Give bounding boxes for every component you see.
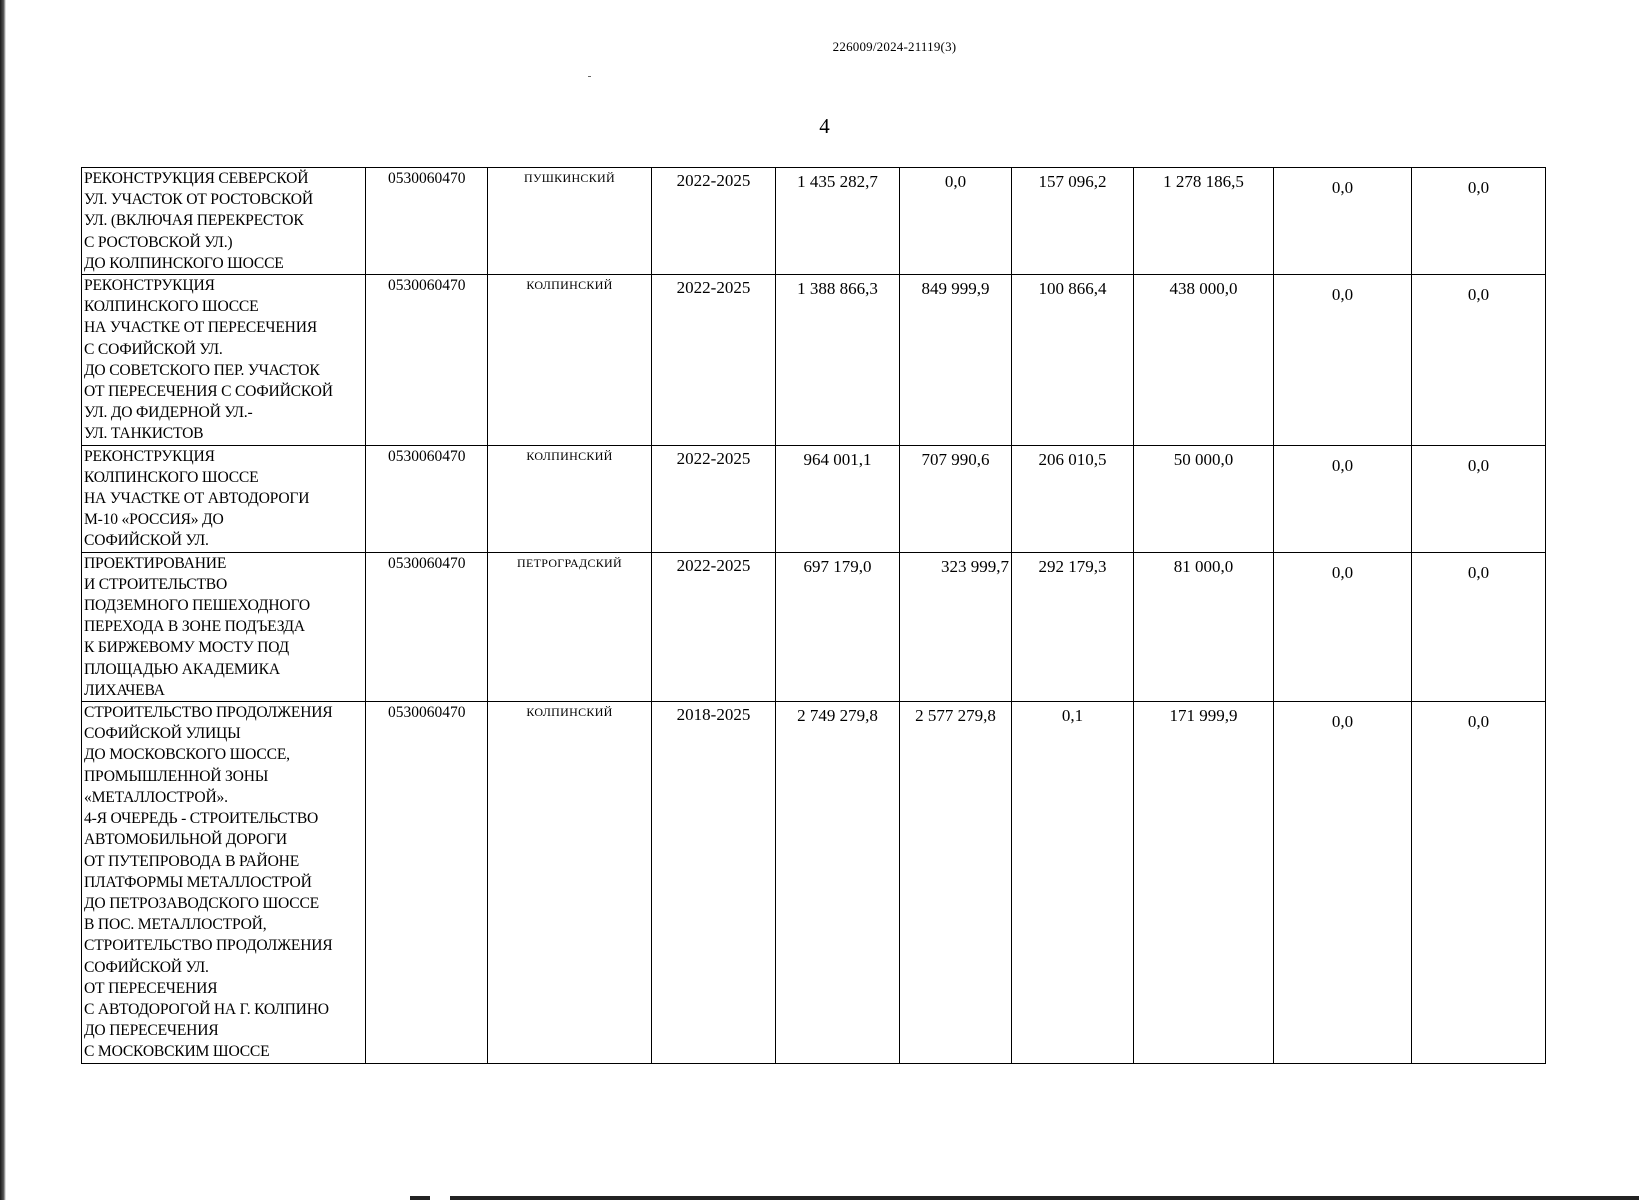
total-amount: 1 435 282,7 bbox=[776, 168, 900, 275]
period: 2018-2025 bbox=[652, 702, 776, 1063]
amount-col-5: 0,0 bbox=[1412, 702, 1546, 1063]
total-amount: 697 179,0 bbox=[776, 552, 900, 701]
amount-col-3: 171 999,9 bbox=[1134, 702, 1274, 1063]
amount-col-1: 2 577 279,8 bbox=[900, 702, 1012, 1063]
period: 2022-2025 bbox=[652, 445, 776, 552]
table-row bbox=[82, 445, 1546, 552]
table-row bbox=[82, 275, 1546, 446]
amount-col-2: 100 866,4 bbox=[1012, 275, 1134, 446]
period: 2022-2025 bbox=[652, 275, 776, 446]
project-name: РЕКОНСТРУКЦИЯ СЕВЕРСКОЙ УЛ. УЧАСТОК ОТ РОСТОВСКОЙ УЛ. (ВКЛЮЧАЯ ПЕРЕКРЕСТОК С РОСТОВСКОЙ УЛ.) ДО КОЛПИНСКОГО ШОССЕ bbox=[82, 168, 366, 275]
table-row bbox=[82, 168, 1546, 275]
amount-col-3: 1 278 186,5 bbox=[1134, 168, 1274, 275]
scan-left-edge bbox=[0, 0, 6, 1200]
total-amount: 2 749 279,8 bbox=[776, 702, 900, 1063]
project-name: ПРОЕКТИРОВАНИЕ И СТРОИТЕЛЬСТВО ПОДЗЕМНОГО ПЕШЕХОДНОГО ПЕРЕХОДА В ЗОНЕ ПОДЪЕЗДА К БИРЖЕВОМУ МОСТУ ПОД ПЛОЩАДЬЮ АКАДЕМИКА ЛИХАЧЕВА bbox=[82, 552, 366, 701]
amount-col-2: 157 096,2 bbox=[1012, 168, 1134, 275]
scan-bottom-gap bbox=[430, 1196, 450, 1200]
amount-col-2: 0,1 bbox=[1012, 702, 1134, 1063]
budget-code: 0530060470 bbox=[366, 702, 488, 1063]
project-table bbox=[81, 167, 1546, 1064]
project-name: РЕКОНСТРУКЦИЯ КОЛПИНСКОГО ШОССЕ НА УЧАСТКЕ ОТ ПЕРЕСЕЧЕНИЯ С СОФИЙСКОЙ УЛ. ДО СОВЕТСКОГО ПЕР. УЧАСТОК ОТ ПЕРЕСЕЧЕНИЯ С СОФИЙСКОЙ УЛ. ДО ФИДЕРНОЙ УЛ.- УЛ. ТАНКИСТОВ bbox=[82, 275, 366, 446]
district: КОЛПИНСКИЙ bbox=[488, 445, 652, 552]
amount-col-2: 292 179,3 bbox=[1012, 552, 1134, 701]
amount-col-1: 323 999,7 bbox=[900, 552, 1012, 701]
amount-col-4: 0,0 bbox=[1274, 168, 1412, 275]
amount-col-3: 81 000,0 bbox=[1134, 552, 1274, 701]
table-row bbox=[82, 552, 1546, 701]
amount-col-4: 0,0 bbox=[1274, 275, 1412, 446]
budget-code: 0530060470 bbox=[366, 275, 488, 446]
amount-col-5: 0,0 bbox=[1412, 445, 1546, 552]
project-name: СТРОИТЕЛЬСТВО ПРОДОЛЖЕНИЯ СОФИЙСКОЙ УЛИЦЫ ДО МОСКОВСКОГО ШОССЕ, ПРОМЫШЛЕННОЙ ЗОНЫ «МЕТАЛЛОСТРОЙ». 4-Я ОЧЕРЕДЬ - СТРОИТЕЛЬСТВО АВТОМОБИЛЬНОЙ ДОРОГИ ОТ ПУТЕПРОВОДА В РАЙОНЕ ПЛАТФОРМЫ МЕТАЛЛОСТРОЙ ДО ПЕТРОЗАВОДСКОГО ШОССЕ В ПОС. МЕТАЛЛОСТРОЙ, СТРОИТЕЛЬСТВО ПРОДОЛЖЕНИЯ СОФИЙСКОЙ УЛ. ОТ ПЕРЕСЕЧЕНИЯ С АВТОДОРОГОЙ НА Г. КОЛПИНО ДО ПЕРЕСЕЧЕНИЯ С МОСКОВСКИМ ШОССЕ bbox=[82, 702, 366, 1063]
period: 2022-2025 bbox=[652, 168, 776, 275]
period: 2022-2025 bbox=[652, 552, 776, 701]
district: ПЕТРОГРАДСКИЙ bbox=[488, 552, 652, 701]
project-name: РЕКОНСТРУКЦИЯ КОЛПИНСКОГО ШОССЕ НА УЧАСТКЕ ОТ АВТОДОРОГИ М-10 «РОССИЯ» ДО СОФИЙСКОЙ УЛ. bbox=[82, 445, 366, 552]
budget-code: 0530060470 bbox=[366, 552, 488, 701]
amount-col-4: 0,0 bbox=[1274, 552, 1412, 701]
total-amount: 964 001,1 bbox=[776, 445, 900, 552]
table-row bbox=[82, 702, 1546, 1063]
amount-col-3: 50 000,0 bbox=[1134, 445, 1274, 552]
amount-col-3: 438 000,0 bbox=[1134, 275, 1274, 446]
amount-col-5: 0,0 bbox=[1412, 552, 1546, 701]
scan-bottom-edge bbox=[410, 1196, 1639, 1200]
scan-speck bbox=[588, 76, 591, 77]
total-amount: 1 388 866,3 bbox=[776, 275, 900, 446]
amount-col-4: 0,0 bbox=[1274, 702, 1412, 1063]
amount-col-1: 849 999,9 bbox=[900, 275, 1012, 446]
district: ПУШКИНСКИЙ bbox=[488, 168, 652, 275]
amount-col-1: 707 990,6 bbox=[900, 445, 1012, 552]
amount-col-2: 206 010,5 bbox=[1012, 445, 1134, 552]
budget-code: 0530060470 bbox=[366, 168, 488, 275]
budget-code: 0530060470 bbox=[366, 445, 488, 552]
page-number: 4 bbox=[819, 114, 830, 138]
district: КОЛПИНСКИЙ bbox=[488, 702, 652, 1063]
amount-col-4: 0,0 bbox=[1274, 445, 1412, 552]
amount-col-5: 0,0 bbox=[1412, 168, 1546, 275]
amount-col-5: 0,0 bbox=[1412, 275, 1546, 446]
amount-col-1: 0,0 bbox=[900, 168, 1012, 275]
document-number: 226009/2024-21119(3) bbox=[832, 39, 957, 54]
district: КОЛПИНСКИЙ bbox=[488, 275, 652, 446]
